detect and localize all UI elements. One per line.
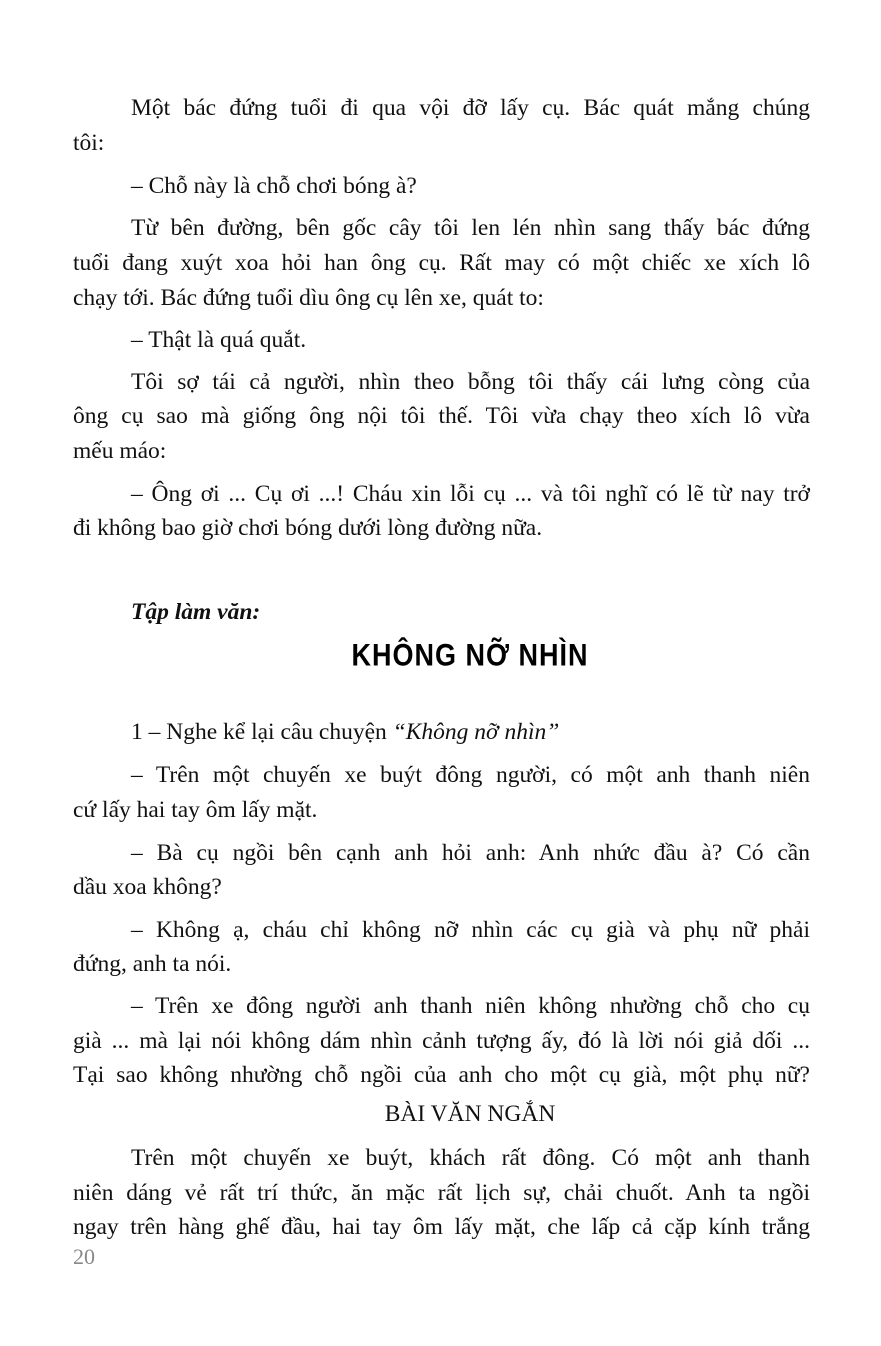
essay-heading: BÀI VĂN NGẮN xyxy=(384,1101,556,1127)
summary-line: Tại sao không nhường chỗ ngồi của anh cho một cụ già, một phụ nữ? xyxy=(73,1062,810,1088)
exercise-intro xyxy=(131,716,810,748)
paragraph-line: chạy tới. Bác đứng tuổi dìu ông cụ lên xe, quát to: xyxy=(73,285,544,311)
essay-line: ngay trên hàng ghế đầu, hai tay ôm lấy mặt, che lấp cả cặp kính trắng xyxy=(73,1214,810,1240)
summary-line: già ... mà lại nói không dám nhìn cảnh tượng ấy, đó là lời nói giả dối ... xyxy=(73,1028,810,1054)
paragraph-line: ông cụ sao mà giống ông nội tôi thế. Tôi vừa chạy theo xích lô vừa xyxy=(73,403,810,429)
intro-text: 1 – Nghe kể lại câu chuyện xyxy=(131,719,393,745)
essay-line: niên dáng vẻ rất trí thức, ăn mặc rất lịch sự, chải chuốt. Anh ta ngồi xyxy=(73,1180,810,1206)
summary-line: – Trên một chuyến xe buýt đông người, có một anh thanh niên xyxy=(131,762,810,788)
essay-line: Trên một chuyến xe buýt, khách rất đông. Có một anh thanh xyxy=(131,1145,810,1171)
summary-line: dầu xoa không? xyxy=(73,874,222,900)
story-title-quote: “Không nỡ nhìn” xyxy=(392,719,560,745)
summary-line: cứ lấy hai tay ôm lấy mặt. xyxy=(73,797,318,823)
paragraph-line: tôi: xyxy=(73,130,105,156)
summary-line: – Bà cụ ngồi bên cạnh anh hỏi anh: Anh nhức đầu à? Có cần xyxy=(131,840,810,866)
summary-line: – Trên xe đông người anh thanh niên không nhường chỗ cho cụ xyxy=(131,993,810,1019)
summary-line: – Không ạ, cháu chỉ không nỡ nhìn các cụ già và phụ nữ phải xyxy=(131,917,810,943)
summary-line: đứng, anh ta nói. xyxy=(73,951,232,977)
dialogue-line: – Ông ơi ... Cụ ơi ...! Cháu xin lỗi cụ ... và tôi nghĩ có lẽ từ nay trở xyxy=(131,481,810,507)
paragraph-line: tuổi đang xuýt xoa hỏi han ông cụ. Rất may có một chiếc xe xích lô xyxy=(73,250,810,276)
paragraph-line: Từ bên đường, bên gốc cây tôi len lén nhìn sang thấy bác đứng xyxy=(131,215,810,241)
paragraph-line: Tôi sợ tái cả người, nhìn theo bỗng tôi thấy cái lưng còng của xyxy=(131,369,810,395)
dialogue-line: – Chỗ này là chỗ chơi bóng à? xyxy=(131,173,417,199)
dialogue-line: – Thật là quá quắt. xyxy=(131,327,307,353)
chapter-title: KHÔNG NỠ NHÌN xyxy=(351,637,589,673)
paragraph-line: mếu máo: xyxy=(73,438,167,464)
page-number: 20 xyxy=(73,1244,95,1269)
section-label: Tập làm văn: xyxy=(131,599,261,625)
dialogue-line: đi không bao giờ chơi bóng dưới lòng đường nữa. xyxy=(73,515,543,541)
paragraph-line: Một bác đứng tuổi đi qua vội đỡ lấy cụ. Bác quát mắng chúng xyxy=(131,95,810,121)
